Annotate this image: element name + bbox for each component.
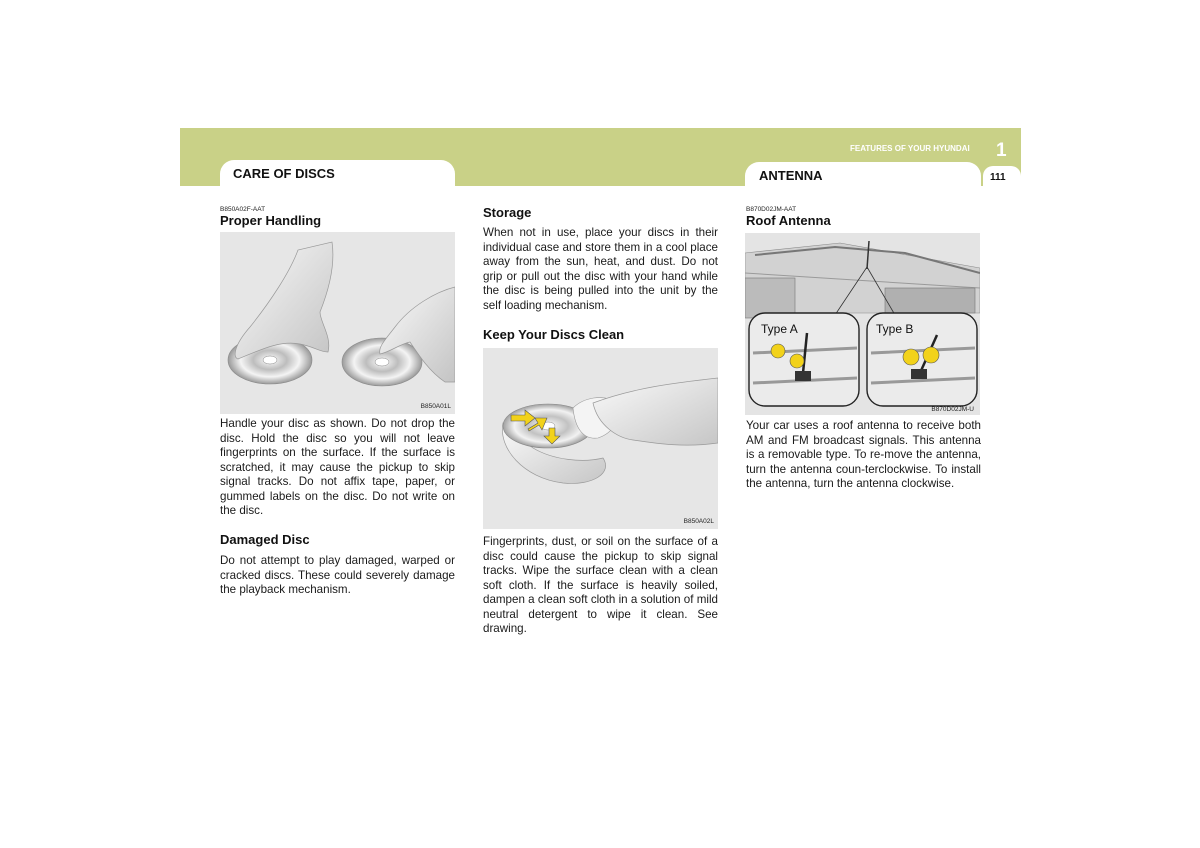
rotate-arrow-icon — [923, 347, 939, 363]
rotate-arrow-icon — [790, 354, 804, 368]
section-title-care-of-discs: CARE OF DISCS — [233, 166, 335, 181]
figure-label-b850a01l: B850A01L — [420, 403, 451, 410]
figure-roof-antenna — [745, 233, 980, 415]
label-type-b: Type B — [876, 322, 914, 336]
paragraph-storage: When not in use, place your discs in their individual case and store them in a cool place away from the sun, heat, and dust. Do not grip or pull out the disc with your hand while the disc is being pulled into the unit by the self loading mechanism. — [483, 226, 718, 312]
paragraph-proper-handling: Handle your disc as shown. Do not drop the disc. Hold the disc so you will not leave fingerprints on the surface. If the surface is scratched, it may cause the pickup to skip signal tracks. Do not affix tape, paper, or gummed labels on the disc. Do not write on the disc. — [220, 417, 455, 517]
section-title-antenna: ANTENNA — [759, 168, 823, 183]
paragraph-keep-discs-clean: Fingerprints, dust, or soil on the surface of a disc could cause the pickup to skip signal tracks. Wipe the surface clean with a clean soft cloth. If the surface is heavily soiled, dampen a clean soft cloth in a solution of mild neutral detergent to wipe it clean. See drawing. — [483, 535, 718, 635]
heading-storage: Storage — [483, 205, 532, 220]
figure-label-b870d02jm-u: B870D02JM-U — [931, 406, 974, 413]
heading-keep-discs-clean: Keep Your Discs Clean — [483, 327, 625, 342]
figure-label-b850a02l: B850A02L — [683, 518, 714, 525]
doc-code-right: B870D02JM-AAT — [746, 206, 797, 213]
label-type-a: Type A — [761, 322, 798, 336]
rotate-arrow-icon — [771, 344, 785, 358]
paragraph-damaged-disc: Do not attempt to play damaged, warped or cracked discs. These could severely damage the playback mechanism. — [220, 554, 455, 596]
disc-cleaning-illustration — [483, 348, 718, 529]
chapter-number: 1 — [996, 140, 1007, 161]
heading-proper-handling: Proper Handling — [220, 213, 322, 228]
figure-disc-cleaning — [483, 348, 718, 529]
disc-handling-illustration — [220, 232, 455, 414]
rotate-arrow-icon — [903, 349, 919, 365]
running-title: FEATURES OF YOUR HYUNDAI — [850, 144, 970, 153]
paragraph-roof-antenna: Your car uses a roof antenna to receive both AM and FM broadcast signals. This antenna is a removable type. To re-move the antenna, turn the antenna coun-terclockwise. To install the antenna, turn the antenna clockwise. — [746, 419, 981, 490]
page-number: 111 — [990, 172, 1006, 183]
doc-code-left: B850A02F-AAT — [220, 206, 266, 213]
heading-damaged-disc: Damaged Disc — [220, 532, 310, 547]
heading-roof-antenna: Roof Antenna — [746, 213, 831, 228]
figure-disc-handling — [220, 232, 455, 414]
